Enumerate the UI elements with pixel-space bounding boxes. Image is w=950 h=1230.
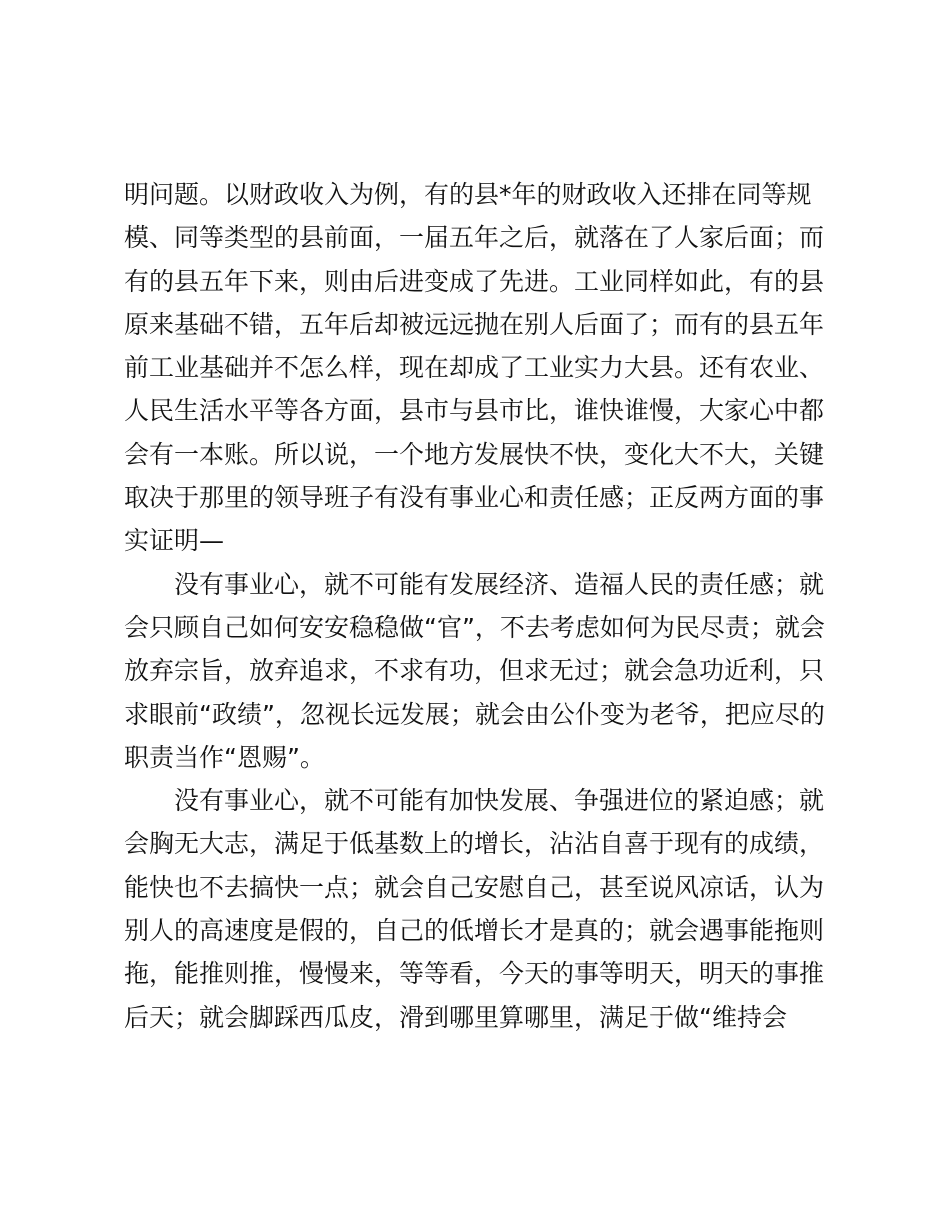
- text-line: 会有一本账。所以说，一个地方发展快不快，变化大不大，关键: [124, 439, 825, 469]
- text-line: 会只顾自己如何安安稳稳做“官”，不去考虑如何为民尽责；就会: [124, 612, 825, 642]
- text-line: 模、同等类型的县前面，一届五年之后，就落在了人家后面；而: [124, 223, 825, 253]
- text-line: 能快也不去搞快一点；就会自己安慰自己，甚至说风凉话，认为: [124, 872, 825, 902]
- text-line: 拖，能推则推，慢慢来，等等看，今天的事等明天，明天的事推: [124, 959, 825, 989]
- paragraph-1: [124, 173, 824, 563]
- text-line: 前工业基础并不怎么样，现在却成了工业实力大县。还有农业、: [124, 353, 825, 383]
- text-line: 后天；就会脚踩西瓜皮，滑到哪里算哪里，满足于做“维持会: [124, 1002, 787, 1032]
- text-line: 会胸无大志，满足于低基数上的增长，沾沾自喜于现有的成绩，: [124, 829, 825, 859]
- body-text: [124, 173, 824, 1039]
- text-line: 人民生活水平等各方面，县市与县市比，谁快谁慢，大家心中都: [124, 396, 825, 426]
- text-line: 没有事业心，就不可能有加快发展、争强进位的紧迫感；就: [174, 786, 825, 816]
- text-line: 原来基础不错，五年后却被远远抛在别人后面了；而有的县五年: [124, 309, 825, 339]
- text-line: 没有事业心，就不可能有发展经济、造福人民的责任感；就: [174, 569, 825, 599]
- text-line: 求眼前“政绩”，忽视长远发展；就会由公仆变为老爷，把应尽的: [124, 699, 825, 729]
- text-line: 有的县五年下来，则由后进变成了先进。工业同样如此，有的县: [124, 266, 825, 296]
- text-line: 放弃宗旨，放弃追求，不求有功，但求无过；就会急功近利，只: [124, 656, 825, 686]
- paragraph-3: [124, 779, 824, 1039]
- text-line: 取决于那里的领导班子有没有事业心和责任感；正反两方面的事: [124, 483, 825, 513]
- text-line: 实证明—: [124, 526, 225, 556]
- text-line: 明问题。以财政收入为例，有的县*年的财政收入还排在同等规: [124, 180, 812, 209]
- text-line: 别人的高速度是假的，自己的低增长才是真的；就会遇事能拖则: [124, 916, 825, 946]
- text-line: 职责当作“恩赐”。: [124, 742, 325, 772]
- paragraph-2: [124, 563, 824, 779]
